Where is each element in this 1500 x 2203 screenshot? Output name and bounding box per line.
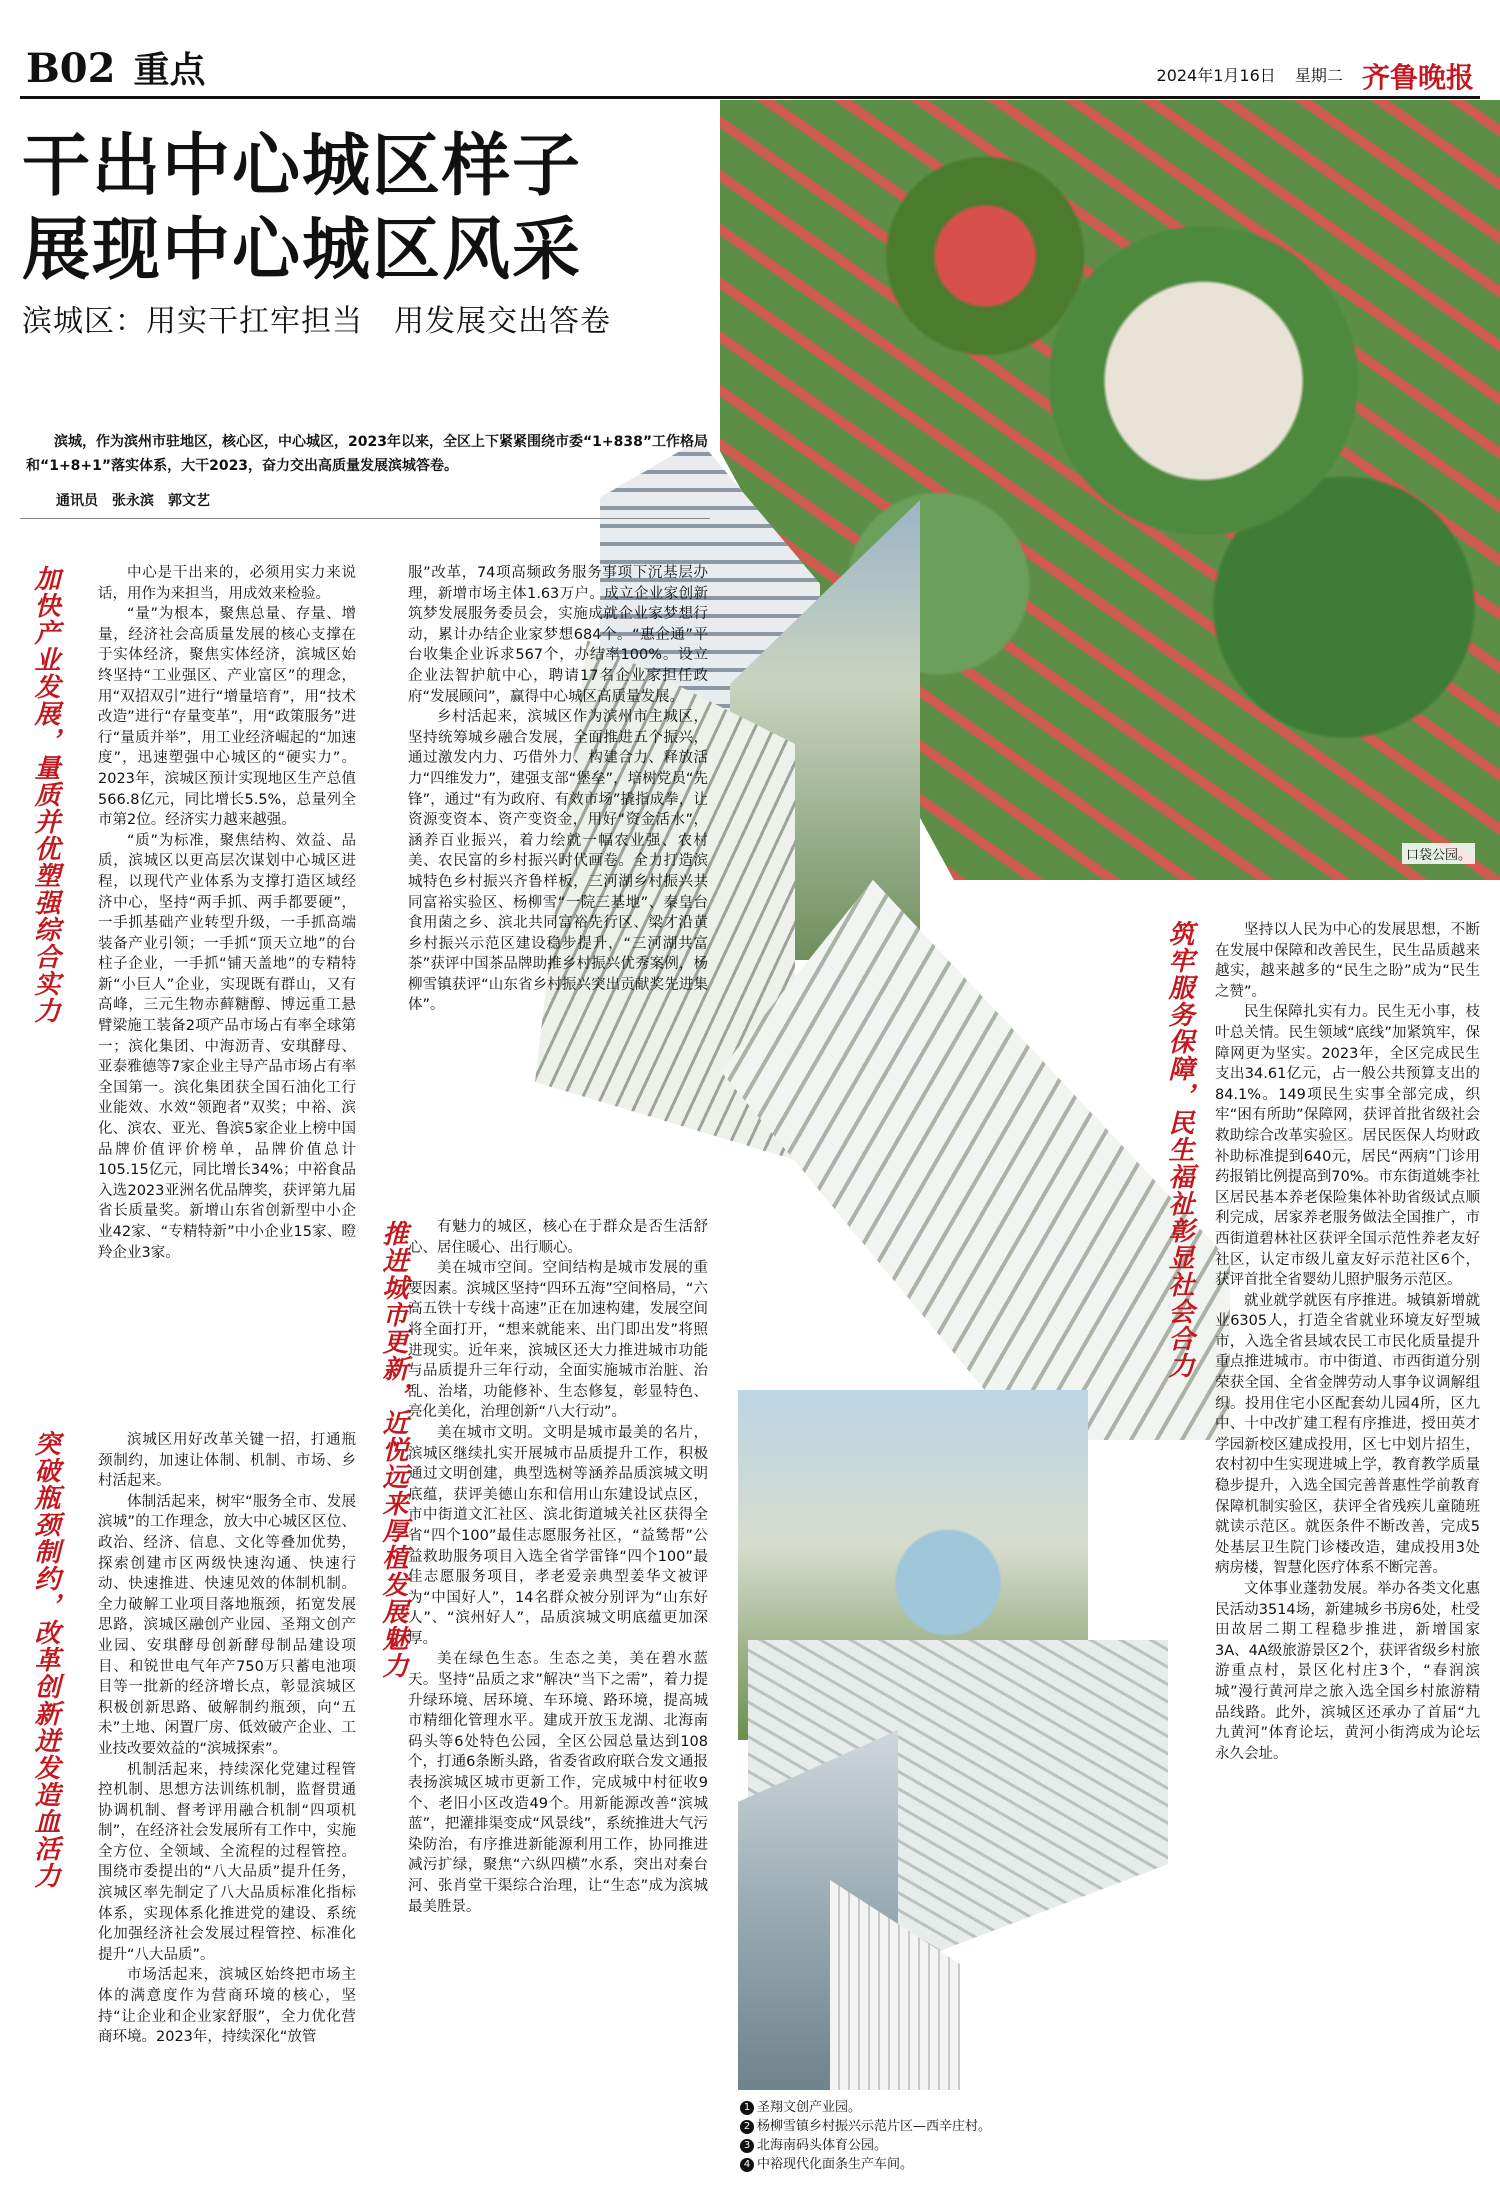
caption-text: 圣翔文创产业园。 [757,2100,862,2115]
byline-role: 通讯员 [56,493,98,509]
issue-weekday: 星期二 [1294,65,1343,85]
caption-item [740,2155,991,2174]
headline-line-2: 展现中心城区风采 [22,210,583,290]
article-column-b1 [408,563,708,1016]
byline-author-1: 张永滨 [112,493,154,509]
paragraph: 文体事业蓬勃发展。举办各类文化惠民活动3514场，新建城乡书房6处，杜受田故居二期工程稳步推进，新增国家3A、4A级旅游景区2个，获评省级乡村旅游重点村，景区化村庄3个，“春润滨城”漫行黄河岸之旅入选全国乡村旅游精品线路。此外，滨城区还承办了首届“九九黄河”体育论坛，黄河小街湾成为论坛永久会址。 [1215,1581,1481,1762]
photo-label-pocket-park: 口袋公园。 [1402,843,1475,864]
page-header-right [1143,56,1474,96]
caption-number: 4 [740,2158,754,2172]
article-column-b2 [408,1217,708,1917]
section-head-urban-renewal: 推进城市更新，近悦远来厚植发展魅力 [378,1220,408,1679]
headline-line-1: 干出中心城区样子 [22,126,583,206]
paragraph: 美在城市文明。文明是城市最美的名片，滨城区继续扎实开展城市品质提升工作，积极通过文明创建，典型选树等涵养品质滨城文明底蕴，获评美德山东和信用山东建设试点区，市中街道文汇社区、滨北街道城关社区获得全省“四个100”最佳志愿服务社区，“益鸶帮”公益救助服务项目入选全省学雷锋“四个100”最佳志愿服务项目，孝老爱亲典型姜华文被评为“中国好人”，14名群众被分别评为“山东好人”、“滨州好人”，品质滨城文明底蕴更加深厚。 [408,1424,708,1647]
paragraph: 体制活起来，树牢“服务全市、发展滨城”的工作理念，放大中心城区区位、政治、经济、信息、文化等叠加优势，探索创建市区两级快速沟通、快速行动、快速推进、快速见效的体制机制。全力破解工业项目落地瓶颈，拓宽发展思路，滨城区融创产业园、圣翔文创产业园、安琪酵母创新酵母制品建设项目、和锐世电气年产750万只蓄电池项目等一批新的经济增长点，彰显滨城区积极创新思路、破解制约瓶颈，向“五未”土地、闲置厂房、低效破产企业、工业技改要效益的“滨城探索”。 [98,1493,356,1757]
paragraph: 美在城市空间。空间结构是城市发展的重要因素。滨城区坚持“四环五海”空间格局，“六高五铁十专线十高速”正在加速构建，发展空间将全面打开，“想来就能来、出门即出发”将照进现实。近年来，滨城区还大力推进城市功能与品质提升三年行动，全面实施城市治脏、治乱、治堵，功能修补、生态修复，彰显特色、亮化美化，治理创新“八大行动”。 [408,1260,708,1421]
page-header-left [26,42,206,93]
paragraph: “质”为标准，聚焦结构、效益、品质，滨城区以更高层次谋划中心城区进程，以现代产业体系为支撑打造区域经济中心，坚持“两手抓、两手都要硬”，一手抓基础产业转型升级，一手抓高端装备产业引领；一手抓“顶天立地”的台柱子企业，一手抓“铺天盖地”的专精特新“小巨人”企业，实现既有群山，又有高峰，三元生物赤藓糖醇、博远重工悬臂梁施工装备2项产品市场占有率全球第一；滨化集团、中海沥青、安琪酵母、亚泰雅德等7家企业主导产品市场占有率全国第一。滨化集团获全国石油化工行业能效、水效“领跑者”双奖；中裕、滨化、滨农、亚光、鲁滨5家企业上榜中国品牌价值评价榜单，品牌价值总计105.15亿元，同比增长34%；中裕食品入选2023亚洲名优品牌奖，获评第九届省长质量奖。新增山东省创新型中小企业42家、“专精特新”中小企业15家、瞪羚企业3家。 [98,832,356,1261]
page-number: B02 [26,45,116,92]
caption-item [740,2117,991,2136]
caption-item [740,2098,991,2117]
newspaper-logo: 齐鲁晚报 [1361,61,1474,94]
paragraph: 滨城区用好改革关键一招，打通瓶颈制约，加速让体制、机制、市场、乡村活起来。 [98,1432,356,1490]
paragraph: “量”为根本，聚焦总量、存量、增量，经济社会高质量发展的核心支撑在于实体经济，聚焦实体经济，滨城区始终坚持“工业强区、产业富区”的理念，用“双招双引”进行“增量培育”，用“技术改造”进行“存量变革”，用“政策服务”进行“量质并举”，用工业经济崛起的“加速度”，迅速塑强中心城区的“硬实力”。2023年，滨城区预计实现地区生产总值566.8亿元，同比增长5.5%，总量列全市第2位。经济实力越来越强。 [98,606,356,829]
section-head-industry: 加快产业发展，量质并优塑强综合实力 [30,565,60,1024]
paragraph: 民生保障扎实有力。民生无小事，枝叶总关情。民生领域“底线”加紧筑牢，保障网更为坚实。2023年，全区完成民生支出34.61亿元，占一般公共预算支出的84.1%。149项民生实事全部完成，织牢“困有所助”保障网，获评首批省级社会救助综合改革实验区。居民医保人均财政补助标准提到640元，居民“两病”门诊用药报销比例提高到70%。市东街道姚李社区居民基本养老保险集体补助省级试点顺利完成，居家养老服务做法全国推广，市西街道碧林社区获评全国示范性养老友好社区，认定市级儿童友好示范社区6个，获评首批全省婴幼儿照护服务示范区。 [1215,1004,1480,1289]
subheadline: 滨城区：用实干扛牢担当 用发展交出答卷 [22,304,611,339]
paragraph: 机制活起来，持续深化党建过程管控机制、思想方法训练机制，监督贯通协调机制、督考评用融合机制“四项机制”，在经济社会发展所有工作中，实施全方位、全领域、全流程的过程管控。围绕市委提出的“八大品质”提升任务，滨城区率先制定了八大品质标准化指标体系，实现体系化推进党的建设、系统化加强经济社会发展过程管控、标准化提升“八大品质”。 [98,1761,356,1963]
caption-text: 杨柳雪镇乡村振兴示范片区—西辛庄村。 [757,2119,992,2134]
issue-date: 2024年1月16日 [1156,65,1276,85]
paragraph: 乡村活起来，滨城区作为滨州市主城区，坚持统筹城乡融合发展，全面推进五个振兴，通过激发内力、巧借外力、构建合力、释放活力“四维发力”，建强支部“堡垒”，培树党员“先锋”，通过“有为政府、有效市场”撬指成拳，让资源变资本、资产变资金，用好“资金活水”，涵养百业振兴，着力绘就一幅农业强、农村美、农民富的乡村振兴时代画卷。全力打造滨城特色乡村振兴齐鲁样板，三河湖乡村振兴共同富裕实验区、杨柳雪“一院三基地”、秦皇台食用菌之乡、滨北共同富裕先行区、梁才沿黄乡村振兴示范区建设稳步提升，“三河湖共富茶”获评中国茶品牌助推乡村振兴优秀案例，杨柳雪镇获评“山东省乡村振兴突出贡献奖先进集体”。 [408,709,708,1014]
caption-number: 2 [740,2120,754,2134]
paragraph: 美在绿色生态。生态之美，美在碧水蓝天。坚持“品质之求”解决“当下之需”，着力提升绿环境、居环境、车环境、路环境，提高城市精细化管理水平。建成开放玉龙湖、北海南码头等6处特色公园，全区公园总量达到108个，打通6条断头路，省委省政府联合发文通报表扬滨城区城市更新工作，完成城中村征收9个、老旧小区改造49个。用新能源改善“滨城蓝”，把灌排渠变成“风景线”，系统推进大气污染防治，有序推进新能源利用工作，协同推进减污扩绿，聚焦“六纵四横”水系，突出对秦台河、张肖堂干渠综合治理，让“生态”成为滨城最美胜景。 [408,1651,708,1915]
caption-item [740,2136,991,2155]
paragraph: 就业就学就医有序推进。城镇新增就业6305人，打造全省就业环境友好型城市，入选全省县域农民工市民化质量提升重点推进城市。市中街道、市西街道分别荣获全国、全省金牌劳动人事争议调解组织。投用住宅小区配套幼儿园4所，区九中、十中改扩建工程有序推进，授田英才学园新校区建成投用，区七中划片招生，农村初中生实现进城上学，教育教学质量稳步提升，入选全国完善普惠性学前教育保障机制实验区，获评全省残疾儿童随班就读示范区。就医条件不断改善，完成5处基层卫生院门诊楼改造，建成投用3处病房楼，智慧化医疗体系不断完善。 [1215,1292,1480,1577]
article-column-a1 [98,563,356,1263]
caption-text: 中裕现代化面条生产车间。 [757,2157,914,2172]
caption-text: 北海南码头体育公园。 [757,2138,888,2153]
header-rule [20,96,1480,99]
section-name: 重点 [133,49,206,91]
byline-rule [20,518,710,519]
paragraph: 有魅力的城区，核心在于群众是否生活舒心、居住暖心、出行顺心。 [408,1219,708,1256]
paragraph: 市场活起来，滨城区始终把市场主体的满意度作为营商环境的核心，坚持“让企业和企业家舒服”，全力优化营商环境。2023年，持续深化“放管 [98,1967,356,2046]
section-head-reform: 突破瓶颈制约，改革创新迸发造血活力 [30,1430,60,1889]
article-column-c [1215,920,1480,1764]
greenhouse-village-photo [720,880,1230,1440]
lead-text: 滨城，作为滨州市驻地区，核心区，中心城区，2023年以来，全区上下紧紧围绕市委“1+838”工作格局和“1+8+1”落实体系，大干2023，奋力交出高质量发展滨城答卷。 [26,434,709,474]
byline-author-2: 郭文艺 [168,493,210,509]
caption-number: 3 [740,2139,754,2153]
lead-paragraph [26,430,716,478]
article-column-a2 [98,1430,356,2048]
photo-captions [740,2098,991,2174]
section-head-livelihood: 筑牢服务保障，民生福祉彰显社会合力 [1164,920,1194,1379]
paragraph: 服”改革，74项高频政务服务事项下沉基层办理，新增市场主体1.63万户。成立企业家创新筑梦发展服务委员会，实施成就企业家梦想行动，累计办结企业家梦想684个。“惠企通”平台收集企业诉求567个，办结率100%。设立企业法智护航中心，聘请17名企业家担任政府“发展顾问”，赢得中心城区高质量发展。 [408,565,708,705]
paragraph: 坚持以人民为中心的发展思想，不断在发展中保障和改善民生，民生品质越来越实，越来越多的“民生之盼”成为“民生之赞”。 [1215,922,1480,1000]
byline [56,490,224,510]
paragraph: 中心是干出来的，必须用实力来说话，用作为来担当，用成效来检验。 [98,565,356,602]
caption-number: 1 [740,2101,754,2115]
